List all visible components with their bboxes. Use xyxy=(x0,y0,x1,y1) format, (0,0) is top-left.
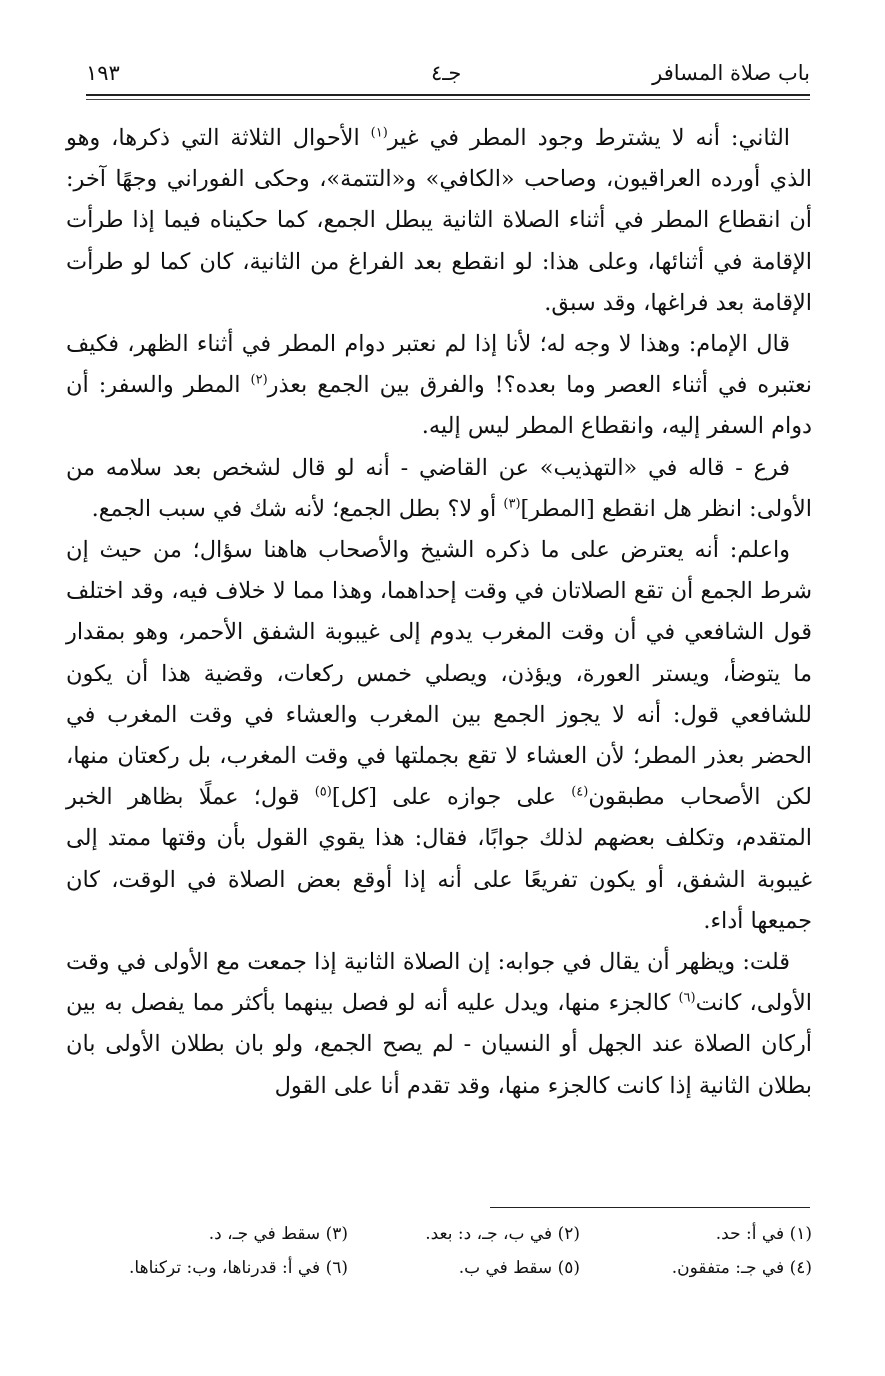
footnote-ref-5: (٥) xyxy=(314,784,332,800)
paragraph-2: قال الإمام: وهذا لا وجه له؛ لأنا إذا لم نعتبر دوام المطر في أثناء الظهر، فكيف نعتبره في أثناء العصر وما بعده؟! والفرق بين الجمع بعذر$^{(٢)}$ المطر والسفر: أن دوام السفر إليه، وانقطاع المطر ليس إليه. xyxy=(66,331,813,440)
footnote-ref-4: (٤) xyxy=(571,784,589,800)
chapter-title: باب صلاة المسافر xyxy=(652,61,810,85)
paragraph-5: قلت: ويظهر أن يقال في جوابه: إن الصلاة الثانية إذا جمعت مع الأولى في وقت الأولى، كانت$^{(٦)}$ كالجزء منها، ويدل عليه أنه لو فصل بينهما بأكثر مما يفصل به بين أركان الصلاة عند الجهل أو النسيان - لم يصح الجمع، ولو بان بطلان الأولى بان بطلان الثانية إذا كانت كالجزء منها، وقد تقدم أنا على القول xyxy=(66,949,812,1099)
volume-label: جـ٤ xyxy=(431,61,462,85)
footnote-4: (٤) في جـ: متفقون. xyxy=(671,1258,812,1278)
paragraph-4: واعلم: أنه يعترض على ما ذكره الشيخ والأصحاب هاهنا سؤال؛ من حيث إن شرط الجمع أن تقع الصلاتان في وقت إحداهما، وهذا مما لا خلاف فيه، وقد اختلف قول الشافعي في أن وقت المغرب يدوم إلى غيبوبة الشفق الأحمر، وهو بمقدار ما يتوضأ، ويستر العورة، ويؤذن، ويصلي خمس ركعات، وقضية هذا أن يكون للشافعي قول: أنه لا يجوز الجمع بين المغرب والعشاء في وقت المغرب في الحضر بعذر المطر؛ لأن العشاء لا تقع بجملتها في وقت المغرب، بل ركعتان منها، لكن الأصحاب مطبقون$^{(٤)}$ على جوازه على [كل]$^{(٥)}$ قول؛ عملًا بظاهر الخبر المتقدم، وتكلف بعضهم لذلك جوابًا، فقال: هذا يقوي القول بأن وقتها ممتد إلى غيبوبة الشفق، أو يكون تفريعًا على أنه إذا أوقع بعض الصلاة في الوقت، كان جميعها أداء. xyxy=(66,537,812,934)
footnote-ref-2: (٢) xyxy=(250,372,268,388)
footnote-ref-6: (٦) xyxy=(678,990,696,1006)
page-number: ١٩٣ xyxy=(86,61,120,85)
page-header xyxy=(86,56,810,94)
header-rule-thin xyxy=(86,99,810,100)
footnote-ref-3: (٣) xyxy=(503,496,521,512)
header-rule-thick xyxy=(86,94,810,96)
paragraph-3: فرع - قاله في «التهذيب» عن القاضي - أنه لو قال لشخص بعد سلامه من الأولى: انظر هل انقطع [المطر]$^{(٣)}$ أو لا؟ بطل الجمع؛ لأنه شك في سبب الجمع. xyxy=(66,454,812,522)
footnote-6: (٦) في أ: قدرناها، وب: تركناها. xyxy=(129,1258,348,1278)
footnote-5: (٥) سقط في ب. xyxy=(458,1258,580,1278)
footnote-3: (٣) سقط في جـ، د. xyxy=(208,1224,348,1244)
footnote-1: (١) في أ: حد. xyxy=(715,1224,812,1244)
footnote-2: (٢) في ب، جـ، د: بعد. xyxy=(425,1224,580,1244)
main-text xyxy=(66,118,812,1107)
footnote-separator xyxy=(490,1207,810,1208)
footnote-ref-1: (١) xyxy=(370,125,388,141)
paragraph-1: الثاني: أنه لا يشترط وجود المطر في غير$^{(١)}$ الأحوال الثلاثة التي ذكرها، وهو الذي أورده العراقيون، وصاحب «الكافي» و«التتمة»، وحكى الفوراني وجهًا آخر: أن انقطاع المطر في أثناء الصلاة الثانية يبطل الجمع، كما حكيناه فيما إذا طرأت الإقامة في أثنائها، وعلى هذا: لو انقطع بعد الفراغ من الثانية، كان كما لو طرأت الإقامة بعد فراغها، وقد سبق. xyxy=(66,125,812,316)
footnotes xyxy=(116,1217,812,1287)
